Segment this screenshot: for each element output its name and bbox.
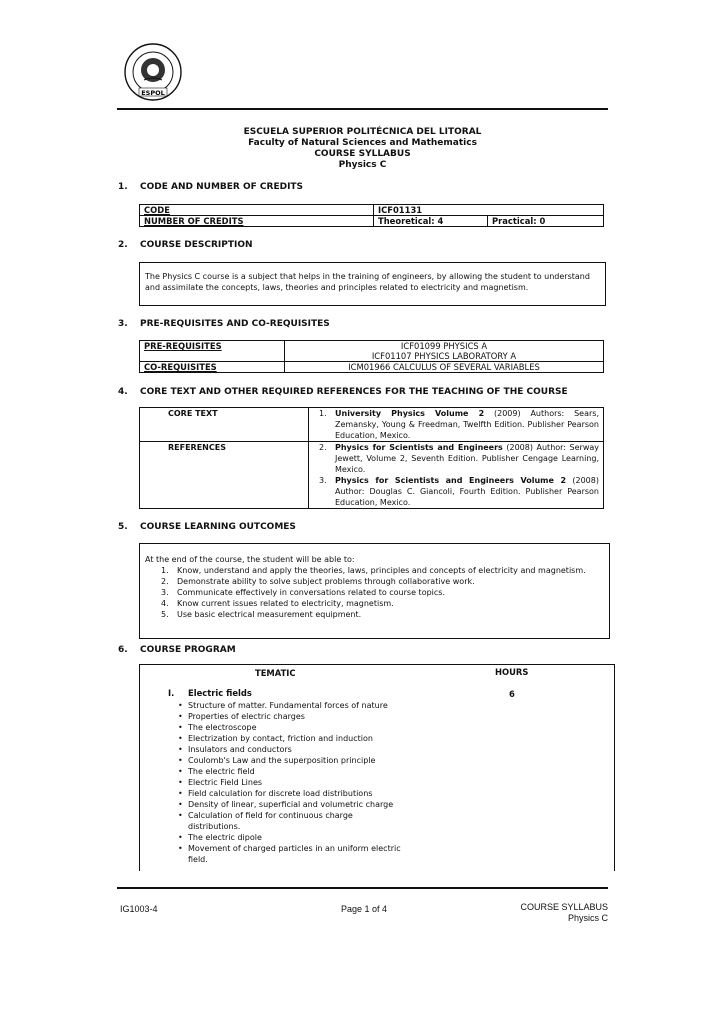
course-description-box: [139, 262, 606, 306]
reference-item: 1. University Physics Volume 2 (2009) Authors: Sears, Zemansky, Young & Freedman, Twelfth Edition. Publisher Pearson Education, Mexico.: [319, 409, 599, 440]
reference-item: 3. Physics for Scientists and Engineers Volume 2 (2008) Author: Douglas C. Giancoli, Fourth Edition. Publisher Pearson Education, Mexico.: [319, 476, 599, 507]
unit-heading: I. Electric fields: [168, 688, 252, 698]
requisites-table: [139, 340, 604, 373]
section-4-heading: 4. CORE TEXT AND OTHER REQUIRED REFERENCES FOR THE TEACHING OF THE COURSE: [118, 387, 568, 397]
svg-text:ESPOL: ESPOL: [141, 89, 165, 97]
course-description-text: The Physics C course is a subject that helps in the training of engineers, by allowing the student to understand and assimilate the concepts, laws, theories and principles related to electricity and magnetism.: [145, 272, 590, 292]
section-5-heading: 5. COURSE LEARNING OUTCOMES: [118, 522, 296, 532]
faculty-name: Faculty of Natural Sciences and Mathematics: [248, 138, 477, 148]
outcomes-list: [145, 565, 604, 620]
topic-item: • Electric Field Lines: [178, 777, 406, 788]
course-name: Physics C: [338, 160, 387, 170]
references-label: REFERENCES: [140, 442, 309, 509]
topics-list: [178, 700, 406, 865]
references-list: [313, 442, 599, 508]
outcome-item: 1. Know, understand and apply the theories, laws, principles and concepts of electricity and magnetism.: [161, 566, 586, 575]
section-1-heading: 1. CODE AND NUMBER OF CREDITS: [118, 182, 304, 192]
reference-item: 2. Physics for Scientists and Engineers (2008) Author: Serway Jewett, Volume 2, Seventh Edition. Publisher Cengage Learning, Mexico.: [319, 443, 600, 474]
corequisite-1: ICM01966 CALCULUS OF SEVERAL VARIABLES: [285, 362, 604, 373]
topic-item: • The electric dipole: [178, 832, 406, 843]
course-program-box: [139, 664, 615, 871]
topic-item: • Calculation of field for continuous charge distributions.: [178, 810, 406, 832]
document-type: COURSE SYLLABUS: [314, 149, 411, 159]
references-table: [139, 407, 604, 509]
topic-item: • Structure of matter. Fundamental forces of nature: [178, 700, 406, 711]
header-rule: [117, 108, 608, 110]
section-3-heading: 3. PRE-REQUISITES AND CO-REQUISITES: [118, 319, 330, 329]
prerequisite-1: ICF01099 PHYSICS A: [400, 341, 488, 351]
outcome-item: 3. Communicate effectively in conversations related to course topics.: [161, 588, 445, 597]
topic-item: • The electric field: [178, 766, 406, 777]
outcomes-intro: At the end of the course, the student will be able to:: [145, 555, 355, 564]
thematic-column-header: TEMATIC: [255, 668, 296, 678]
corequisites-label: CO-REQUISITES: [140, 362, 285, 373]
topic-item: • Coulomb's Law and the superposition principle: [178, 755, 406, 766]
prerequisites-label: PRE-REQUISITES: [140, 341, 285, 362]
topic-item: • Electrization by contact, friction and induction: [178, 733, 406, 744]
topic-item: • Density of linear, superficial and volumetric charge: [178, 799, 406, 810]
institution-name: ESCUELA SUPERIOR POLITÉCNICA DEL LITORAL: [243, 127, 482, 137]
credits-label: NUMBER OF CREDITS: [140, 216, 374, 227]
outcome-item: 5. Use basic electrical measurement equipment.: [161, 610, 362, 619]
document-header: [117, 127, 608, 171]
topic-item: • Field calculation for discrete load distributions: [178, 788, 406, 799]
topic-item: • The electroscope: [178, 722, 406, 733]
code-label: CODE: [140, 205, 374, 216]
practical-credits: Practical: 0: [488, 216, 604, 227]
outcome-item: 2. Demonstrate ability to solve subject problems through collaborative work.: [161, 577, 475, 586]
outcome-item: 4. Know current issues related to electricity, magnetism.: [161, 599, 394, 608]
code-value: ICF01131: [374, 205, 604, 216]
topic-item: • Movement of charged particles in an uniform electric field.: [178, 843, 406, 865]
section-6-heading: 6. COURSE PROGRAM: [118, 645, 236, 655]
footer-rule: [117, 887, 608, 889]
core-text-label: CORE TEXT: [140, 408, 309, 442]
topic-item: • Insulators and conductors: [178, 744, 406, 755]
footer-course-info: COURSE SYLLABUS Physics C: [520, 902, 608, 923]
espol-seal-logo: [120, 42, 186, 102]
topic-item: • Properties of electric charges: [178, 711, 406, 722]
learning-outcomes-box: [139, 543, 610, 639]
hours-column-header: HOURS: [495, 667, 529, 677]
theoretical-credits: Theoretical: 4: [374, 216, 488, 227]
prerequisite-2: ICF01107 PHYSICS LABORATORY A: [371, 351, 517, 361]
footer-doc-code: IG1003-4: [120, 904, 158, 914]
section-2-heading: 2. COURSE DESCRIPTION: [118, 240, 253, 250]
core-text-list: [313, 408, 599, 441]
unit-hours: 6: [509, 689, 515, 699]
credits-table: [139, 204, 604, 227]
footer-page-number: Page 1 of 4: [341, 904, 388, 914]
